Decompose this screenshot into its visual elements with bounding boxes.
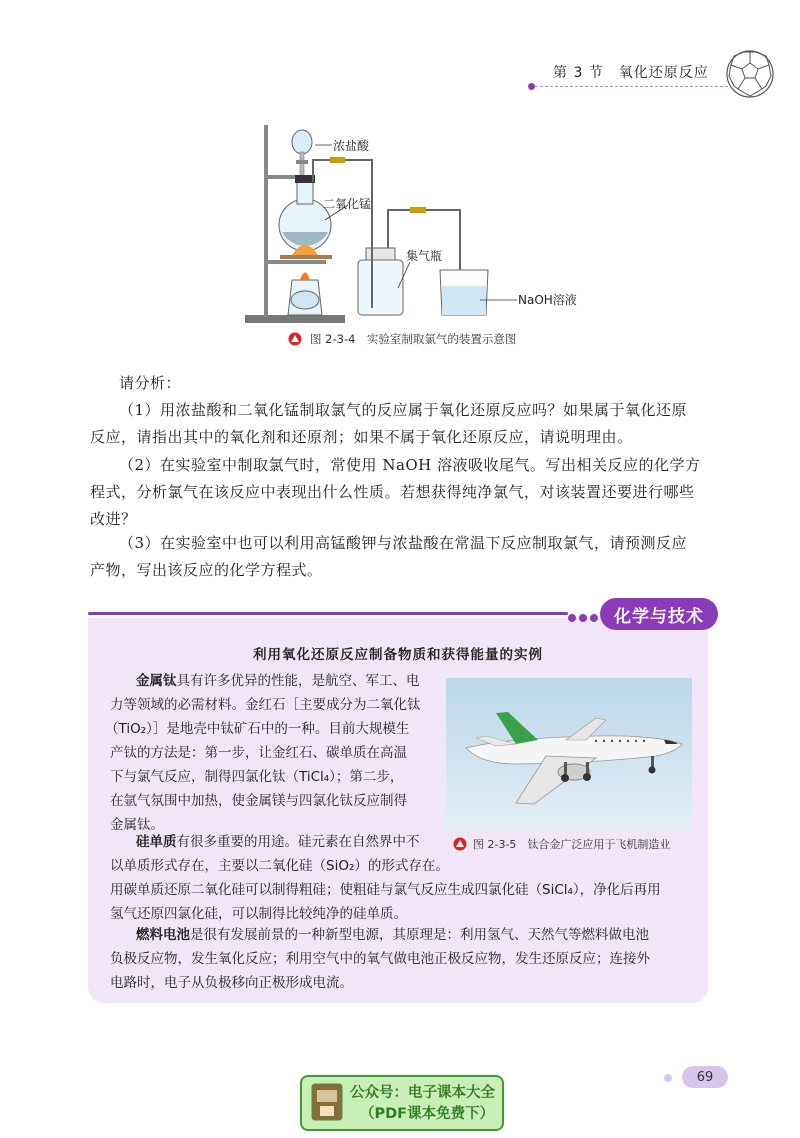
plane-caption-text: 图 2-3-5 钛合金广泛应用于飞机制造业 [473,838,671,851]
figure-caption-2 [453,836,670,852]
ti-line-1: 金属钛具有许多优异的性能，是航空、军工、电 [136,673,420,689]
label-naoh: NaOH溶液 [518,293,577,307]
si-line-4: 氢气还原四氯化硅，可以制得比较纯净的硅单质。 [110,906,407,922]
box-top-line [88,612,568,615]
book-icon [310,1082,344,1122]
ti-line-5: 下与氯气反应，制得四氯化钛（TiCl₄）；第二步， [110,769,404,785]
question-3-line-2: 产物，写出该反应的化学方程式。 [90,561,323,579]
question-2-line-1: （2）在实验室中制取氯气时，常使用 NaOH 溶液吸收尾气。写出相关反应的化学方 [119,456,701,474]
intro-text: 请分析： [119,374,182,392]
si-term: 硅单质 [136,834,177,850]
label-mno2: 二氧化锰 [323,197,372,211]
figure-caption-1 [288,331,516,347]
page-number: 69 [682,1066,728,1088]
chlorine-apparatus-diagram [230,120,580,335]
question-3-line-1: （3）在实验室中也可以利用高锰酸钾与浓盐酸在常温下反应制取氯气，请预测反应 [119,534,688,552]
triangle-icon [453,837,467,851]
ti-term: 金属钛 [136,673,177,689]
watermark-badge [300,1075,504,1131]
figure-caption-text: 图 2-3-4 实验室制取氯气的装置示意图 [310,332,517,346]
fc-line-3: 电路时，电子从负极移向正极形成电流。 [110,975,353,991]
triangle-icon [288,332,302,346]
question-1-line-2: 反应，请指出其中的氧化剂和还原剂；如果不属于氧化还原反应，请说明理由。 [90,428,633,446]
label-hcl: 浓盐酸 [333,139,370,153]
ti-line-3: （TiO₂）］是地壳中钛矿石中的一种。目前大规模生 [105,721,410,737]
fc-line-1: 燃料电池是很有发展前景的一种新型电源，其原理是：利用氢气、天然气等燃料做电池 [136,927,649,943]
ti-line-4: 产钛的方法是：第一步，让金红石、碳单质在高温 [110,745,407,761]
ti-line-7: 金属钛。 [110,817,164,833]
question-2-line-2: 程式，分析氯气在该反应中表现出什么性质。若想获得纯净氯气，对该装置还要进行哪些 [90,483,695,501]
airplane-photo [446,678,692,830]
label-gas-bottle: 集气瓶 [406,249,443,263]
section-title: 第 3 节 氧化还原反应 [553,65,709,81]
header-divider [535,86,735,87]
question-2-line-3: 改进？ [90,510,137,528]
si-line-1: 硅单质有很多重要的用途。硅元素在自然界中不 [136,834,420,850]
si-line-2: 以单质形式存在，主要以二氧化硅（SiO₂）的形式存在。 [110,858,449,874]
question-1-line-1: （1）用浓盐酸和二氧化锰制取氯气的反应属于氧化还原反应吗？如果属于氧化还原 [119,401,688,419]
box-title: 利用氧化还原反应制备物质和获得能量的实例 [253,647,543,663]
ti-line-2: 力等领域的必需材料。金红石［主要成分为二氧化钛 [110,697,421,713]
header-dot [528,83,535,90]
page-number-dot [664,1074,672,1082]
box-dots [568,607,601,626]
box-badge: 化学与技术 [600,598,718,630]
fullerene-icon [724,48,776,100]
fc-line-2: 负极反应物，发生氧化反应；利用空气中的氧气做电池正极反应物，发生还原反应；连接外 [110,951,650,967]
watermark-line-1: 公众号：电子课本大全 [350,1085,495,1101]
fc-term: 燃料电池 [136,927,190,943]
watermark-line-2: （PDF课本免费下） [360,1106,495,1122]
si-line-3: 用碳单质还原二氧化硅可以制得粗硅；使粗硅与氯气反应生成四氯化硅（SiCl₄），净化后再用 [110,882,661,898]
page-header [0,0,800,100]
ti-line-6: 在氩气氛围中加热，使金属镁与四氯化钛反应制得 [110,793,407,809]
